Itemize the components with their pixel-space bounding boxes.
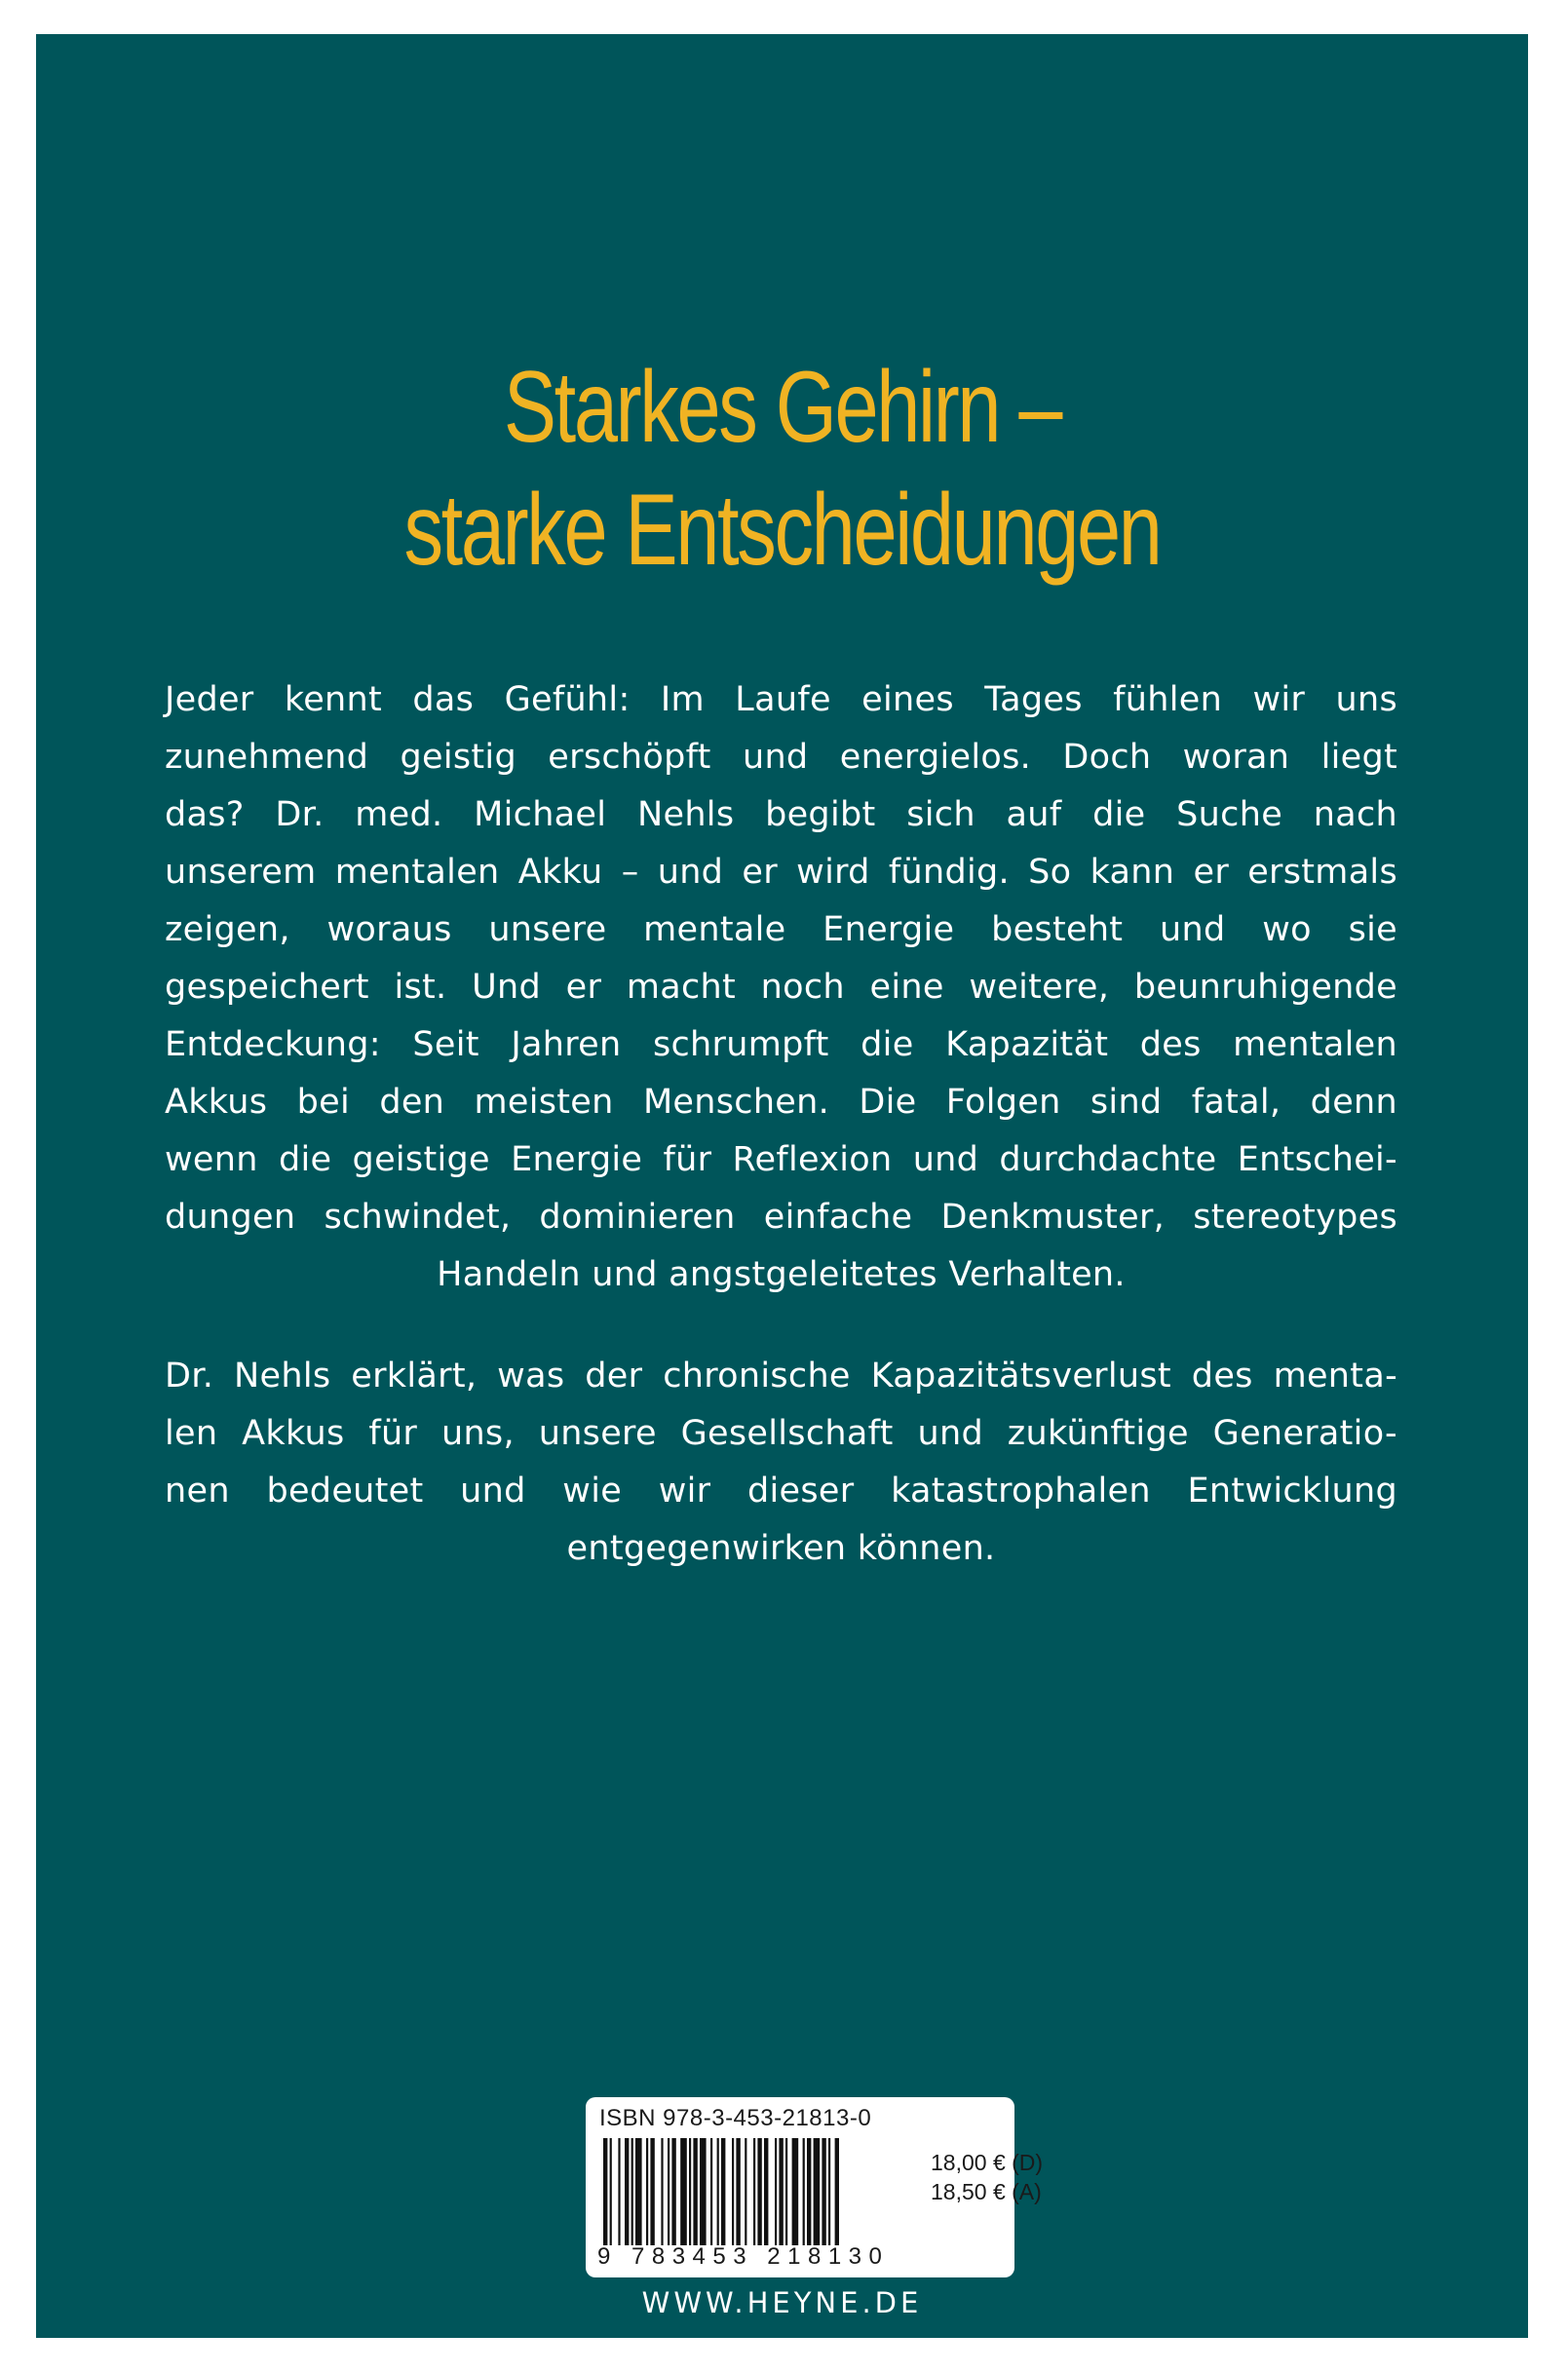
blurb-line: Handeln und angstgeleitetes Verhalten. [437,1255,1126,1294]
blurb-line: nen bedeutet und wie wir dieser katastrophalen Entwicklung [165,1472,1397,1511]
blurb-line: unserem mentalen Akku – und er wird fündig. So kann er erstmals [165,853,1397,892]
barcode-digits: 9 783453 218130 [597,2243,890,2270]
barcode-bar [650,2138,654,2245]
barcode-bar [822,2138,825,2245]
price-austria: 18,50 € (A) [931,2179,1042,2204]
barcode-bar [745,2138,746,2245]
barcode-bar [792,2138,799,2245]
barcode-label [586,2097,1044,2277]
barcode-bar [631,2138,633,2245]
barcode-bar [668,2138,669,2245]
barcode-bar [721,2138,725,2245]
headline-line-1: Starkes Gehirn – [503,351,1061,464]
blurb-line: entgegenwirken können. [566,1529,996,1568]
barcode-bar [803,2138,805,2245]
isbn-text: ISBN 978-3-453-21813-0 [599,2105,872,2131]
barcode-bar [689,2138,691,2245]
headline [200,346,1363,592]
headline-line-2: starke Entscheidungen [403,474,1161,587]
barcode-bar [717,2138,719,2245]
blurb-line: gespeichert ist. Und er macht noch eine weitere, beunruhigende [165,968,1397,1007]
blurb-line: Entdeckung: Seit Jahren schrumpft die Kapazität des mentalen [165,1025,1397,1064]
blurb-line: Akkus bei den meisten Menschen. Die Folgen sind fatal, denn [165,1083,1397,1122]
barcode-bar [775,2138,777,2245]
barcode-bar [710,2138,712,2245]
barcode-bar [618,2138,620,2245]
barcode-bar [680,2138,687,2245]
barcode-bar [736,2138,740,2245]
barcode-bar [700,2138,707,2245]
price-germany: 18,00 € (D) [931,2150,1044,2175]
blurb-line: wenn die geistige Energie für Reflexion und durchdachte Entschei- [165,1140,1397,1179]
barcode-bar [603,2138,607,2245]
blurb-line: dungen schwindet, dominieren einfache Denkmuster, stereotypes [165,1198,1397,1237]
barcode-bar [779,2138,783,2245]
barcode-bar [828,2138,830,2245]
blurb-line: Jeder kennt das Gefühl: Im Laufe eines Tages fühlen wir uns [165,680,1397,719]
barcode-bar [757,2138,761,2245]
barcode-bar [835,2138,839,2245]
barcode-bar [693,2138,697,2245]
barcode-bar [646,2138,648,2245]
blurb-line: zeigen, woraus unsere mentale Energie besteht und wo sie [165,910,1397,949]
book-back-cover [36,34,1528,2338]
blurb-line: len Akkus für uns, unsere Gesellschaft und zukünftige Generatio- [165,1414,1397,1453]
barcode-bar [610,2138,612,2245]
barcode-bar [732,2138,734,2245]
barcode-bar [785,2138,787,2245]
barcode-bar [625,2138,629,2245]
barcode-bar [807,2138,811,2245]
barcode-bar [814,2138,821,2245]
publisher-website: WWW.HEYNE.DE [641,2286,923,2319]
barcode-graphic [599,2138,921,2245]
blurb-line: Dr. Nehls erklärt, was der chronische Kapazitätsverlust des menta- [165,1357,1397,1396]
barcode-bar [635,2138,642,2245]
barcode-bar [764,2138,768,2245]
barcode-bar [671,2138,675,2245]
barcode-bar [661,2138,663,2245]
blurb-paragraph-2 [165,1348,1397,1578]
blurb-line: zunehmend geistig erschöpft und energielos. Doch woran liegt [165,738,1397,777]
blurb-line: das? Dr. med. Michael Nehls begibt sich auf die Suche nach [165,795,1397,834]
barcode-bar [753,2138,755,2245]
blurb-paragraph-1 [165,671,1397,1304]
